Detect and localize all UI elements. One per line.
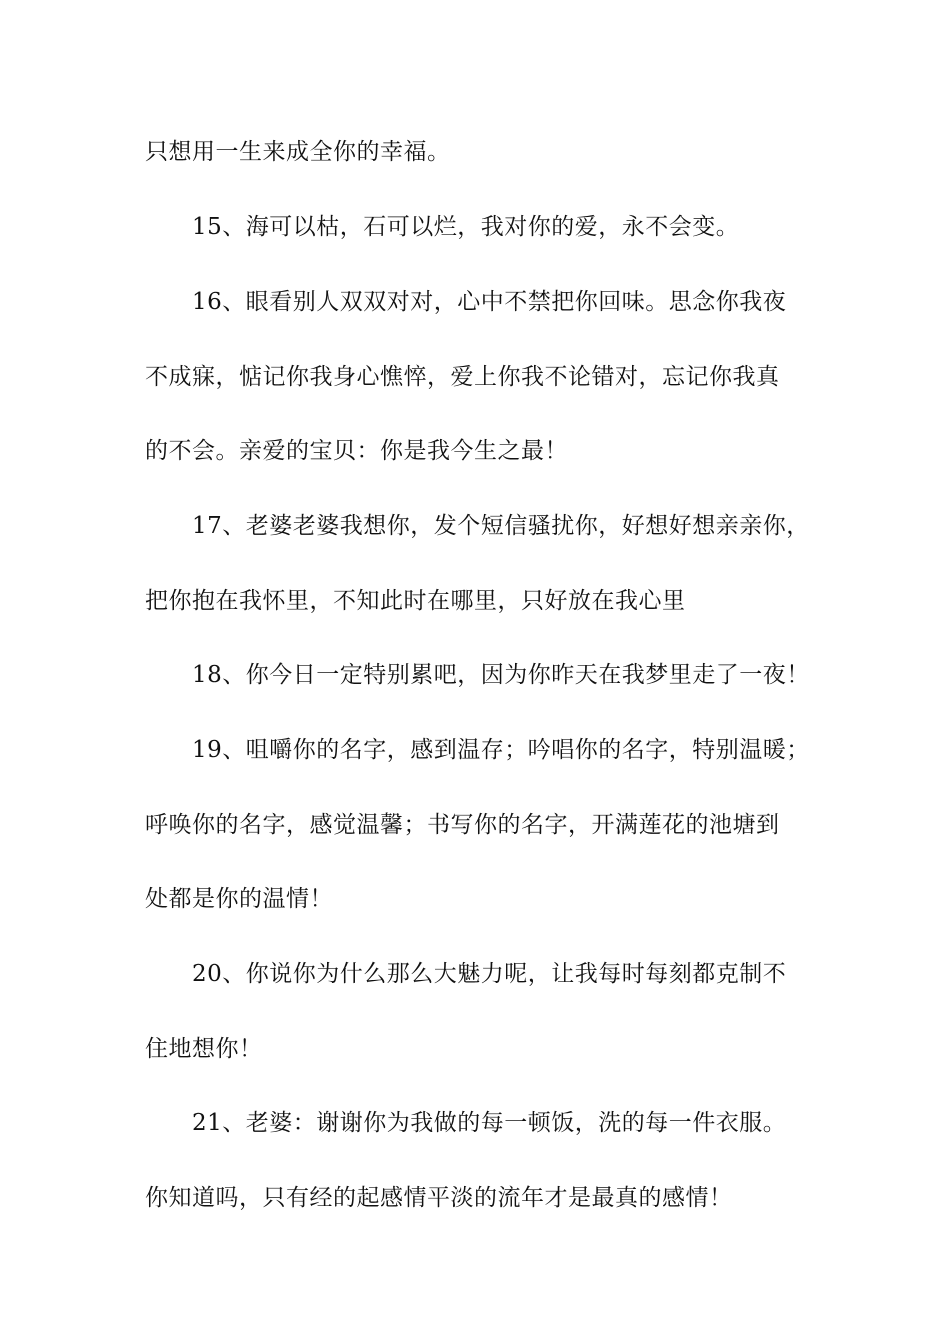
text-line: 15、海可以枯，石可以烂，我对你的爱，永不会变。 [192, 214, 740, 240]
text-line: 呼唤你的名字，感觉温馨；书写你的名字，开满莲花的池塘到 [145, 812, 780, 838]
text-line: 21、老婆：谢谢你为我做的每一顿饭，洗的每一件衣服。 [192, 1110, 787, 1136]
text-line: 只想用一生来成全你的幸福。 [145, 139, 451, 165]
text-line: 的不会。亲爱的宝贝：你是我今生之最！ [145, 438, 568, 464]
text-line: 18、你今日一定特别累吧，因为你昨天在我梦里走了一夜！ [192, 662, 810, 688]
text-line: 处都是你的温情！ [145, 886, 333, 912]
text-line: 你知道吗，只有经的起感情平淡的流年才是最真的感情！ [145, 1185, 733, 1211]
text-line: 把你抱在我怀里，不知此时在哪里，只好放在我心里 [145, 588, 686, 614]
text-line: 19、咀嚼你的名字，感到温存；吟唱你的名字，特别温暖； [192, 737, 810, 763]
text-line: 不成寐，惦记你我身心憔悴，爱上你我不论错对，忘记你我真 [145, 364, 780, 390]
text-line: 住地想你！ [145, 1036, 263, 1062]
text-line: 17、老婆老婆我想你，发个短信骚扰你，好想好想亲亲你， [192, 513, 810, 539]
text-line: 16、眼看别人双双对对，心中不禁把你回味。思念你我夜 [192, 289, 787, 315]
text-line: 20、你说你为什么那么大魅力呢，让我每时每刻都克制不 [192, 961, 787, 987]
